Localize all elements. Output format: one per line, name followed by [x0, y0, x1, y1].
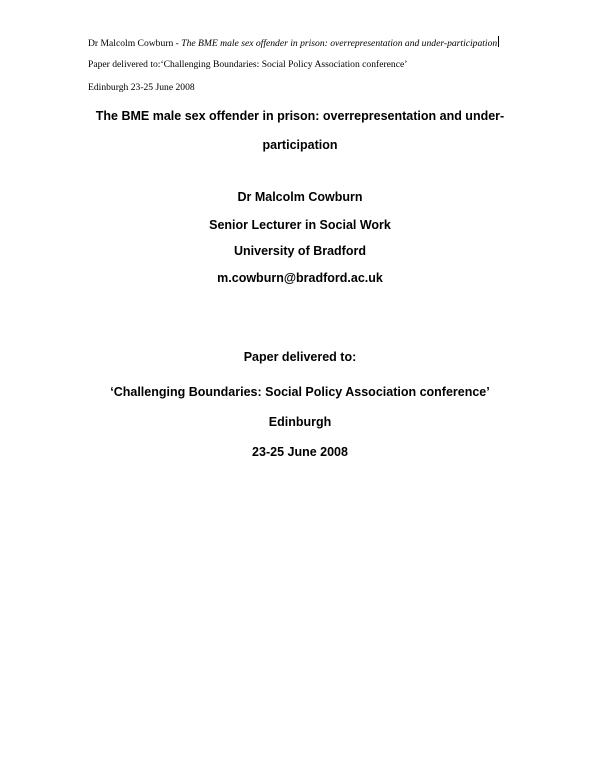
text-cursor: [498, 36, 499, 47]
delivered-to-label: Paper delivered to:: [243, 350, 357, 364]
author-institution: University of Bradford: [234, 244, 366, 258]
author-position: Senior Lecturer in Social Work: [209, 218, 391, 232]
running-header-title-line: [88, 36, 499, 50]
author-name: Dr Malcolm Cowburn: [237, 190, 363, 204]
conference-city: Edinburgh: [268, 415, 332, 429]
author-email: m.cowburn@bradford.ac.uk: [217, 271, 383, 285]
paper-title-line-2: participation: [262, 138, 338, 152]
running-header-author: Dr Malcolm Cowburn -: [88, 38, 182, 49]
running-header-delivered-line: Paper delivered to:‘Challenging Boundaries: Social Policy Association conference’: [88, 59, 408, 70]
conference-dates: 23-25 June 2008: [252, 445, 348, 459]
running-header-location-date: Edinburgh 23-25 June 2008: [88, 82, 195, 93]
conference-name: ‘Challenging Boundaries: Social Policy Association conference’: [110, 385, 490, 399]
paper-title-line-1: The BME male sex offender in prison: overrepresentation and under-: [95, 109, 505, 123]
running-header-paper-title: The BME male sex offender in prison: overrepresentation and under-participation: [181, 38, 498, 49]
